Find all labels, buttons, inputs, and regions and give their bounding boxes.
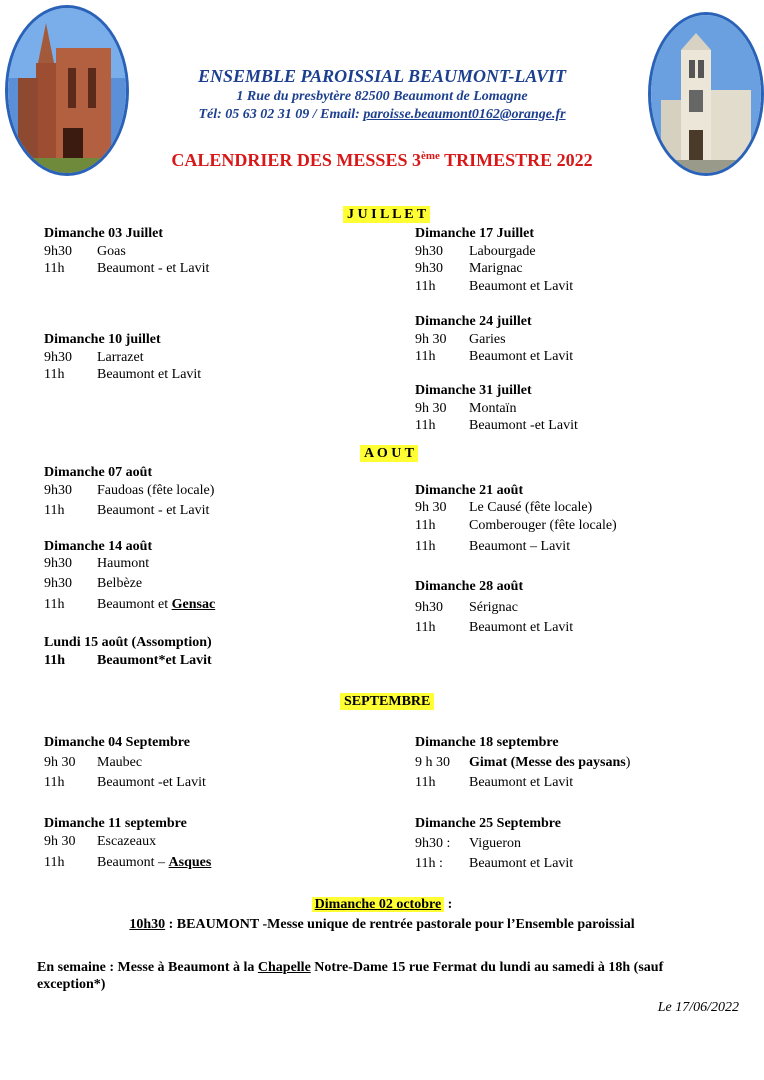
mass-time: 9h 30 [415,332,447,347]
day-heading: Dimanche 07 août [44,465,153,480]
month-august: A O U T [360,445,418,462]
mass-place: Comberouger (fête locale) [469,518,617,533]
day-heading: Dimanche 31 juillet [415,383,532,398]
mass-place: Marignac [469,261,523,276]
day-heading: Dimanche 03 Juillet [44,226,163,241]
mass-time: 9h30 [415,244,443,259]
place-text: Beaumont – [97,855,169,870]
mass-place [97,597,215,613]
mass-place: Vigueron [469,836,522,851]
mass-place: Haumont [97,556,150,571]
mass-place: Goas [97,244,126,259]
place-end: ) [625,755,631,770]
mass-place: Montaïn [469,401,517,416]
mass-place: Beaumont et Lavit [469,279,574,294]
title-after: TRIMESTRE 2022 [439,150,593,170]
weekday-suffix: Notre-Dame 15 rue Fermat du lundi au samedi à 18h (sauf [310,960,664,975]
october-colon: : [444,897,453,912]
place-bold: Gimat ( [469,755,516,770]
day-heading: Dimanche 04 Septembre [44,735,190,750]
mass-place: Faudoas (fête locale) [97,483,215,498]
place-underlined: Asques [168,855,212,870]
day-heading: Dimanche 24 juillet [415,314,532,329]
mass-time: 11h [415,349,436,364]
mass-time: 9h30 [44,350,72,365]
mass-time: 9h30 [44,576,72,591]
weekday-prefix: En semaine : Messe à Beaumont à la [37,960,258,975]
mass-time: 11h [44,597,65,612]
october-date: Dimanche 02 octobre [312,897,445,912]
day-heading: Dimanche 11 septembre [44,816,187,831]
mass-time: 11h : [415,856,443,871]
mass-time: 9h30 [44,483,72,498]
mass-place [469,755,630,771]
mass-place: Maubec [97,755,143,770]
mass-place: Labourgade [469,244,536,259]
mass-place: Belbèze [97,576,143,591]
org-name: ENSEMBLE PAROISSIAL BEAUMONT-LAVIT [197,66,567,86]
mass-place: Beaumont et Lavit [469,620,574,635]
place-text: Beaumont et [97,597,172,612]
day-heading: Dimanche 28 août [415,579,524,594]
org-contact [0,107,764,123]
mass-place: Sérignac [469,600,518,615]
page-title [0,150,764,171]
mass-place: Beaumont et Lavit [469,856,574,871]
mass-place: Beaumont et Lavit [469,775,574,790]
mass-time: 9 h 30 [415,755,450,770]
mass-time: 11h [415,539,436,554]
mass-time: 9h 30 [44,755,76,770]
day-heading: Dimanche 17 Juillet [415,226,534,241]
mass-place: Beaumont*et Lavit [97,653,212,668]
mass-place: Beaumont -et Lavit [97,775,206,790]
mass-place: Garies [469,332,506,347]
title-before: CALENDRIER DES MESSES 3 [171,150,421,170]
month-september: SEPTEMBRE [340,693,434,710]
mass-time: 9h30 [415,261,443,276]
title-sup: ème [420,150,440,162]
mass-time: 9h 30 [415,401,447,416]
day-heading: Dimanche 10 juillet [44,332,161,347]
email-link[interactable]: paroisse.beaumont0162@orange.fr [363,107,566,122]
mass-time: 9h30 [44,244,72,259]
october-mass [0,917,764,933]
mass-place: Beaumont - et Lavit [97,503,210,518]
mass-time: 11h [44,855,65,870]
mass-place: Beaumont – Lavit [469,539,571,554]
weekday-notice [37,959,737,993]
mass-time: 9h30 [415,600,443,615]
mass-time: 11h [415,279,436,294]
mass-place: Beaumont et Lavit [469,349,574,364]
mass-time: 11h [44,653,66,668]
mass-time: 9h 30 [415,500,447,515]
mass-time: 11h [415,418,436,433]
mass-place: Larrazet [97,350,144,365]
mass-time: 11h [415,775,436,790]
mass-time: 11h [44,367,65,382]
mass-time: 9h30 [44,556,72,571]
mass-time: 11h [415,620,436,635]
october-time: 10h30 [129,917,166,932]
contact-phone: Tél: 05 63 02 31 09 / Email: [198,107,364,122]
day-heading: Dimanche 25 Septembre [415,816,561,831]
weekday-chapel: Chapelle [257,960,311,975]
mass-time: 9h 30 [44,834,76,849]
place-bold-note: Messe des paysans [515,755,626,770]
org-address: 1 Rue du presbytère 82500 Beaumont de Lomagne [236,89,528,104]
document-date: Le 17/06/2022 [657,1000,739,1015]
mass-time: 11h [415,518,436,533]
mass-place: Beaumont -et Lavit [469,418,578,433]
october-text: : BEAUMONT -Messe unique de rentrée pastorale pour l’Ensemble paroissial [165,917,635,932]
mass-place: Escazeaux [97,834,157,849]
october-heading [0,897,764,913]
mass-place: Beaumont - et Lavit [97,261,210,276]
weekday-line2: exception*) [37,977,106,992]
day-heading: Dimanche 18 septembre [415,735,559,750]
day-heading: Lundi 15 août (Assomption) [44,635,212,650]
mass-time: 11h [44,261,65,276]
mass-time: 11h [44,503,65,518]
day-heading: Dimanche 14 août [44,539,153,554]
mass-place [97,855,211,871]
month-july: J U I L L E T [343,206,430,223]
mass-time: 11h [44,775,65,790]
mass-place: Beaumont et Lavit [97,367,202,382]
mass-time: 9h30 : [415,836,451,851]
place-underlined: Gensac [171,597,216,612]
day-heading: Dimanche 21 août [415,483,524,498]
mass-place: Le Causé (fête locale) [469,500,593,515]
